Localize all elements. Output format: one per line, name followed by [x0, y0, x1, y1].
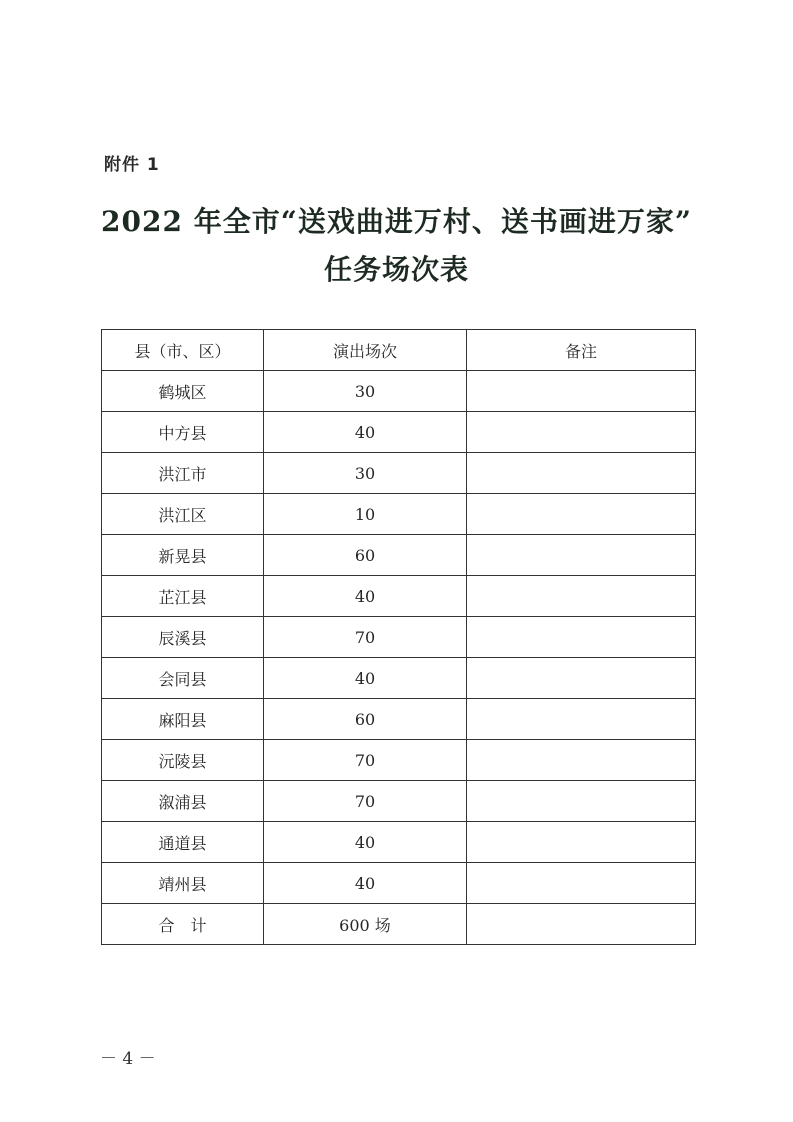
note-cell — [467, 535, 696, 576]
table-row — [102, 535, 696, 576]
county-cell: 中方县 — [102, 412, 264, 453]
note-cell — [467, 863, 696, 904]
note-cell — [467, 658, 696, 699]
table-row — [102, 576, 696, 617]
note-cell — [467, 699, 696, 740]
note-cell — [467, 494, 696, 535]
task-schedule-table — [101, 329, 696, 945]
county-cell: 芷江县 — [102, 576, 264, 617]
header-shows: 演出场次 — [264, 330, 467, 371]
shows-cell: 70 — [264, 781, 467, 822]
shows-cell: 40 — [264, 576, 467, 617]
shows-cell: 60 — [264, 535, 467, 576]
note-cell — [467, 576, 696, 617]
table-header-row — [102, 330, 696, 371]
note-cell — [467, 453, 696, 494]
page-number: － 4 － — [100, 1049, 156, 1069]
county-cell: 洪江区 — [102, 494, 264, 535]
shows-cell: 40 — [264, 863, 467, 904]
county-cell: 通道县 — [102, 822, 264, 863]
table-row — [102, 822, 696, 863]
note-cell — [467, 740, 696, 781]
shows-cell: 10 — [264, 494, 467, 535]
shows-cell: 30 — [264, 453, 467, 494]
header-county: 县（市、区） — [102, 330, 264, 371]
table-row — [102, 781, 696, 822]
table-row — [102, 412, 696, 453]
county-cell: 溆浦县 — [102, 781, 264, 822]
table-row — [102, 658, 696, 699]
table-row — [102, 494, 696, 535]
shows-cell: 40 — [264, 412, 467, 453]
shows-cell: 60 — [264, 699, 467, 740]
table-row — [102, 453, 696, 494]
table-row — [102, 699, 696, 740]
attachment-label: 附件 1 — [104, 155, 160, 175]
total-shows: 600 场 — [264, 904, 467, 945]
note-cell — [467, 371, 696, 412]
shows-cell: 40 — [264, 822, 467, 863]
document-title-line-2: 任务场次表 — [323, 253, 469, 286]
county-cell: 靖州县 — [102, 863, 264, 904]
table-row — [102, 740, 696, 781]
table-row — [102, 371, 696, 412]
table-row — [102, 617, 696, 658]
county-cell: 新晃县 — [102, 535, 264, 576]
table-row — [102, 863, 696, 904]
header-note: 备注 — [467, 330, 696, 371]
note-cell — [467, 412, 696, 453]
document-title-line-1: 2022 年全市“送戏曲进万村、送书画进万家” — [101, 205, 692, 238]
note-cell — [467, 617, 696, 658]
county-cell: 麻阳县 — [102, 699, 264, 740]
county-cell: 辰溪县 — [102, 617, 264, 658]
total-note — [467, 904, 696, 945]
note-cell — [467, 781, 696, 822]
county-cell: 沅陵县 — [102, 740, 264, 781]
county-cell: 会同县 — [102, 658, 264, 699]
shows-cell: 30 — [264, 371, 467, 412]
shows-cell: 40 — [264, 658, 467, 699]
shows-cell: 70 — [264, 617, 467, 658]
total-row — [102, 904, 696, 945]
county-cell: 洪江市 — [102, 453, 264, 494]
shows-cell: 70 — [264, 740, 467, 781]
total-label: 合 计 — [102, 904, 264, 945]
county-cell: 鹤城区 — [102, 371, 264, 412]
note-cell — [467, 822, 696, 863]
